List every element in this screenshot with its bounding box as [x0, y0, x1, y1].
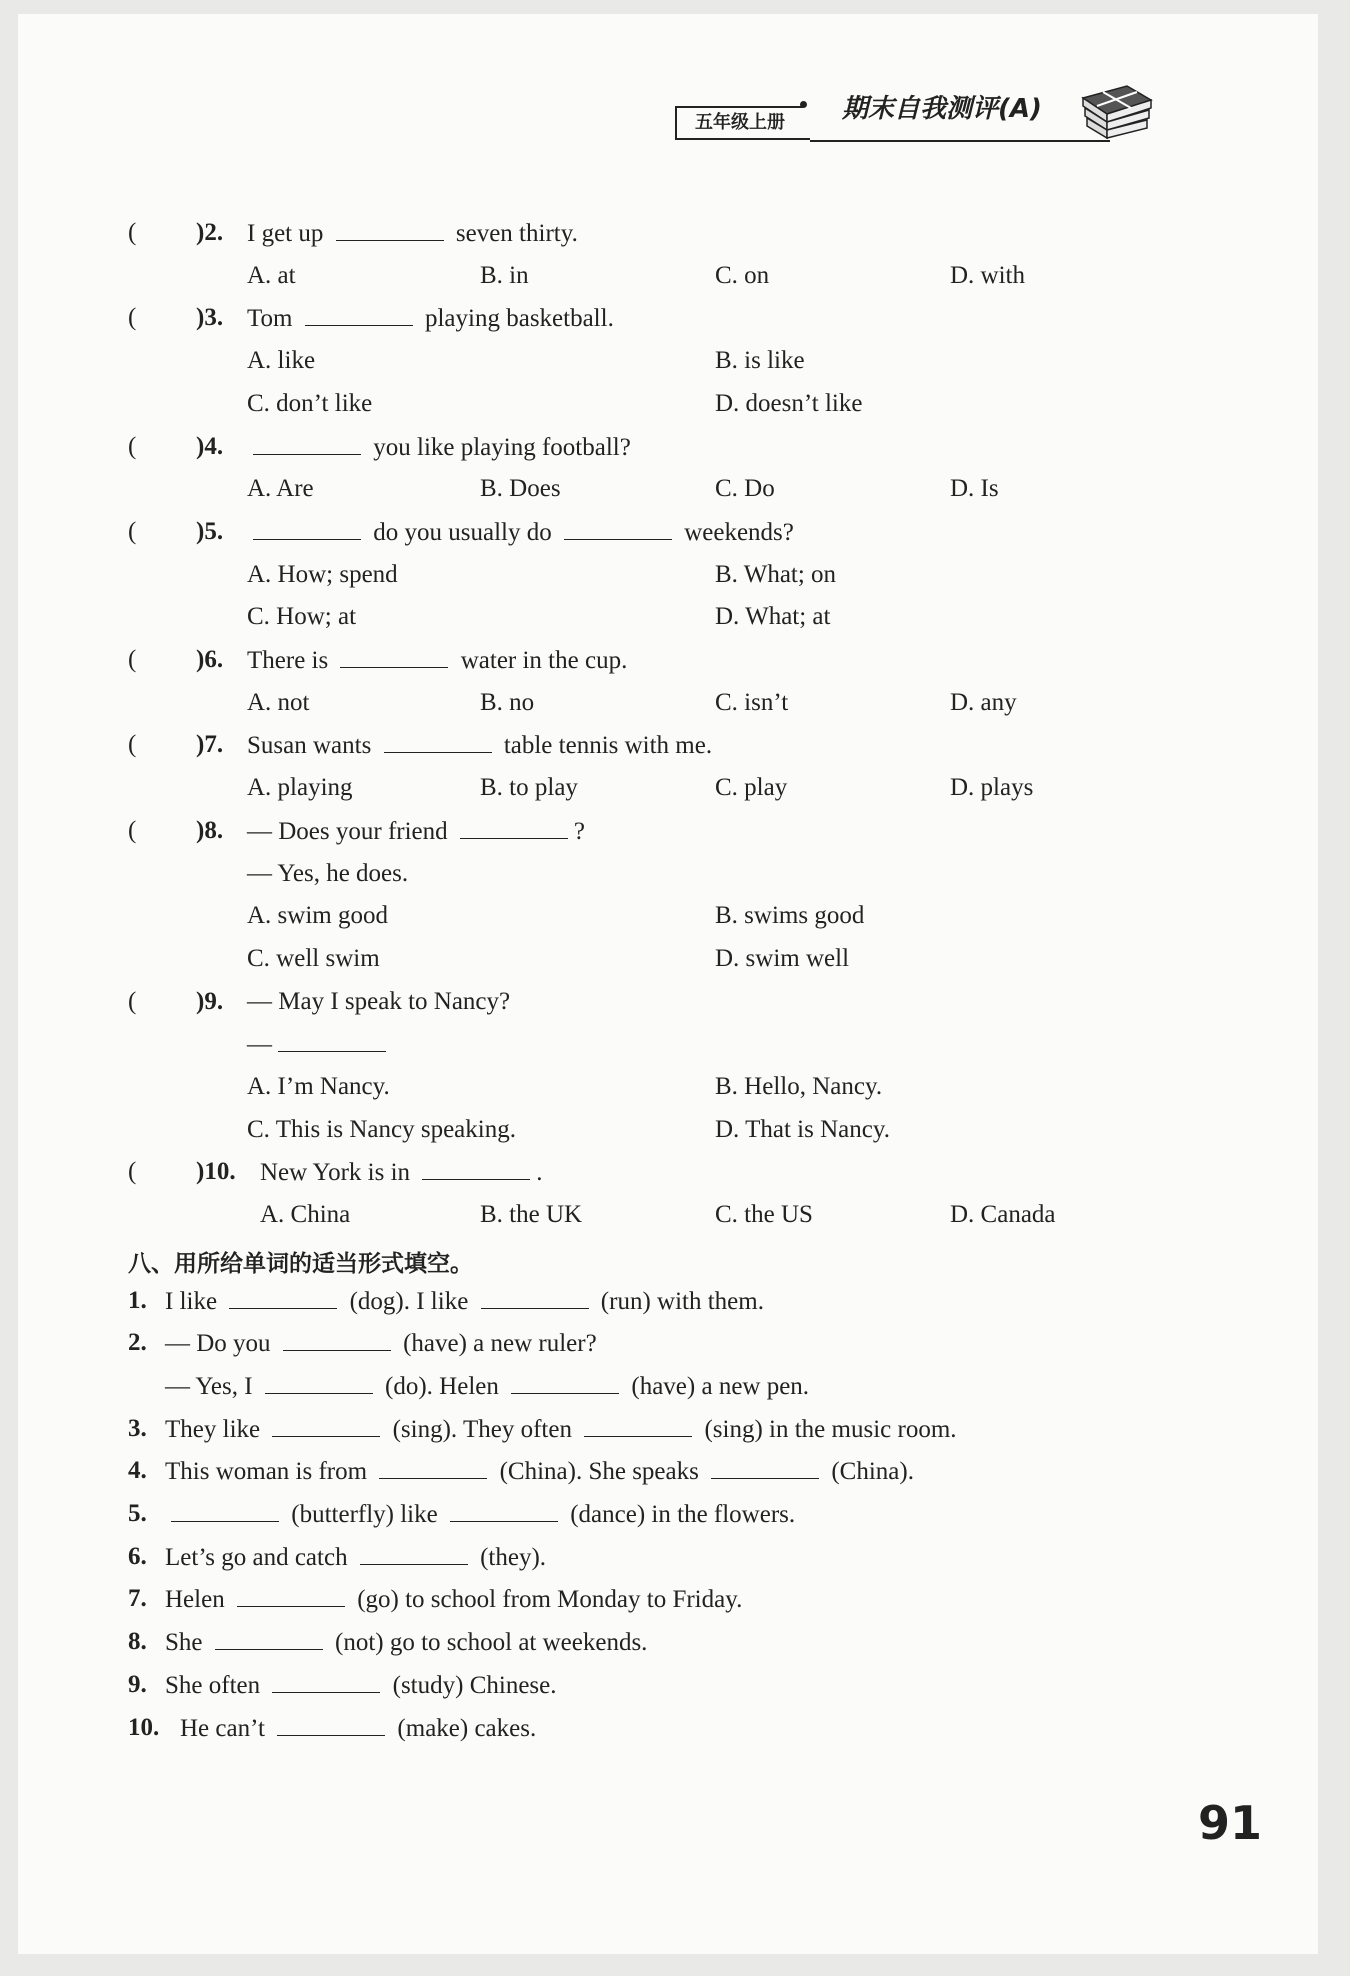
answer-blank[interactable] [253, 517, 361, 540]
option-a: A. like [247, 347, 316, 375]
options-row [0, 560, 1350, 592]
options-row [0, 389, 1350, 421]
question-number: )4. [196, 432, 224, 460]
option-d: D. swim well [715, 944, 850, 972]
option-d: D. Canada [950, 1201, 1056, 1229]
question-9-line2 [0, 1029, 1350, 1061]
option-a: A. at [247, 261, 296, 289]
option-c: C. on [715, 261, 770, 289]
item-number: 10. [128, 1713, 160, 1741]
options-row [0, 1200, 1350, 1232]
question-number: )2. [196, 219, 224, 246]
question-8 [0, 816, 1350, 848]
option-c: C. This is Nancy speaking. [247, 1115, 516, 1143]
answer-paren-open: ( [128, 816, 137, 844]
options-row [0, 901, 1350, 933]
item-text: — Do you (have) a new ruler? [165, 1330, 597, 1358]
option-b: B. no [480, 688, 535, 716]
option-b: B. Does [480, 475, 561, 503]
answer-blank[interactable] [277, 1713, 385, 1736]
fill-item-6. [0, 1542, 1350, 1574]
answer-blank[interactable] [711, 1456, 819, 1479]
answer-blank[interactable] [511, 1371, 619, 1394]
item-text: This woman is from (China). She speaks (China). [165, 1458, 914, 1486]
option-b: B. Hello, Nancy. [715, 1073, 883, 1100]
item-number: 9. [128, 1670, 147, 1698]
question-number: )3. [196, 304, 224, 332]
question-number: )8. [196, 816, 224, 844]
option-b: B. swims good [715, 902, 865, 930]
question-2 [0, 218, 1350, 250]
answer-blank[interactable] [422, 1157, 530, 1180]
option-d: D. with [950, 261, 1025, 289]
section-title: 八、用所给单词的适当形式填空。 [128, 1250, 473, 1277]
answer-blank[interactable] [564, 517, 672, 540]
options-row [0, 602, 1350, 634]
answer-blank[interactable] [379, 1456, 487, 1479]
question-9 [0, 987, 1350, 1019]
item-text: I like (dog). I like (run) with them. [165, 1287, 764, 1315]
answer-blank[interactable] [215, 1627, 323, 1650]
item-number: 1. [128, 1286, 147, 1314]
answer-blank[interactable] [253, 432, 361, 455]
answer-blank[interactable] [584, 1414, 692, 1437]
question-4 [0, 432, 1350, 464]
option-d: D. What; at [715, 603, 831, 631]
question-10 [0, 1157, 1350, 1189]
option-d: D. doesn’t like [715, 389, 863, 417]
answer-blank[interactable] [237, 1584, 345, 1607]
item-text: Let’s go and catch (they). [165, 1543, 547, 1571]
option-d: D. That is Nancy. [715, 1115, 890, 1143]
answer-blank[interactable] [171, 1499, 279, 1522]
option-a: A. How; spend [247, 560, 398, 588]
question-7 [0, 730, 1350, 762]
item-text: He can’t (make) cakes. [180, 1714, 537, 1742]
answer-blank[interactable] [336, 218, 444, 241]
answer-paren-open: ( [128, 646, 137, 673]
fill-item-9. [0, 1670, 1350, 1702]
item-number: 4. [128, 1457, 147, 1485]
option-b: B. is like [715, 347, 805, 375]
fill-item-2. [0, 1328, 1350, 1360]
option-a: A. playing [247, 774, 353, 802]
answer-blank[interactable] [283, 1328, 391, 1351]
option-a: A. Are [247, 475, 314, 503]
item-number: 5. [128, 1500, 147, 1527]
option-c: C. well swim [247, 944, 380, 972]
option-d: D. Is [950, 475, 999, 503]
question-text: There is water in the cup. [247, 647, 628, 674]
options-row [0, 474, 1350, 506]
option-a: A. not [247, 688, 310, 716]
fill-item-4. [0, 1456, 1350, 1488]
answer-blank[interactable] [450, 1499, 558, 1522]
option-c: C. Do [715, 475, 775, 503]
item-number: 8. [128, 1628, 147, 1656]
options-row [0, 346, 1350, 378]
question-8-line2 [0, 859, 1350, 891]
item-number: 7. [128, 1585, 147, 1613]
option-d: D. plays [950, 774, 1034, 802]
option-a: A. swim good [247, 902, 388, 930]
answer-blank[interactable] [360, 1542, 468, 1565]
answer-blank[interactable] [305, 303, 413, 326]
header-title: 期末自我测评(A) [842, 94, 1042, 124]
fill-item-cont [0, 1371, 1350, 1403]
question-number: )7. [196, 731, 224, 759]
options-row [0, 261, 1350, 293]
option-c: C. the US [715, 1201, 813, 1229]
answer-blank[interactable] [481, 1286, 589, 1309]
question-6 [0, 645, 1350, 677]
question-5 [0, 517, 1350, 549]
item-text: — Yes, I (do). Helen (have) a new pen. [165, 1372, 810, 1400]
answer-blank[interactable] [340, 645, 448, 668]
item-text: (butterfly) like (dance) in the flowers. [165, 1499, 795, 1530]
question-text: — Does your friend ? [247, 817, 586, 845]
option-b: B. to play [480, 774, 578, 802]
fill-item-10. [0, 1713, 1350, 1745]
option-a: A. China [260, 1201, 351, 1229]
answer-blank[interactable] [272, 1414, 380, 1437]
options-row [0, 944, 1350, 976]
question-text: do you usually do weekends? [247, 517, 794, 548]
answer-paren-open: ( [128, 517, 137, 545]
question-text: — Yes, he does. [247, 859, 409, 887]
option-b: B. What; on [715, 560, 837, 588]
answer-blank[interactable] [460, 816, 568, 839]
item-number: 6. [128, 1542, 147, 1570]
question-text: — May I speak to Nancy? [247, 987, 511, 1015]
options-row [0, 1072, 1350, 1104]
header-rule-right [810, 140, 1110, 142]
question-number: )5. [196, 517, 224, 545]
answer-paren-open: ( [128, 731, 137, 759]
option-c: C. How; at [247, 603, 357, 631]
fill-item-7. [0, 1584, 1350, 1616]
question-text: you like playing football? [247, 432, 631, 463]
answer-paren-open: ( [128, 219, 137, 246]
answer-paren-open: ( [128, 304, 137, 332]
item-text: They like (sing). They often (sing) in the music room. [165, 1415, 957, 1443]
option-d: D. any [950, 688, 1017, 716]
answer-blank[interactable] [278, 1029, 386, 1052]
answer-paren-open: ( [128, 432, 137, 460]
question-number: )6. [196, 646, 224, 673]
answer-paren-open: ( [128, 1158, 137, 1186]
options-row [0, 773, 1350, 805]
option-c: C. isn’t [715, 688, 789, 716]
fill-item-3. [0, 1414, 1350, 1446]
item-text: Helen (go) to school from Monday to Friday. [165, 1586, 743, 1614]
question-number: )9. [196, 987, 224, 1015]
question-text: New York is in . [260, 1159, 543, 1187]
fill-item-8. [0, 1627, 1350, 1659]
answer-blank[interactable] [384, 730, 492, 753]
options-row [0, 1115, 1350, 1147]
option-b: B. the UK [480, 1201, 583, 1229]
option-c: C. don’t like [247, 389, 373, 417]
item-text: She (not) go to school at weekends. [165, 1629, 648, 1657]
options-row [0, 688, 1350, 720]
books-icon [1075, 78, 1155, 148]
fill-item-1. [0, 1286, 1350, 1318]
question-text: — [247, 1029, 392, 1060]
answer-blank[interactable] [265, 1371, 373, 1394]
answer-paren-open: ( [128, 987, 137, 1015]
header-grade: 五年级上册 [675, 106, 810, 140]
answer-blank[interactable] [272, 1670, 380, 1693]
question-text: I get up seven thirty. [247, 220, 578, 247]
option-a: A. I’m Nancy. [247, 1073, 390, 1100]
item-number: 3. [128, 1414, 147, 1442]
option-c: C. play [715, 774, 788, 802]
item-text: She often (study) Chinese. [165, 1671, 557, 1699]
question-3 [0, 303, 1350, 335]
fill-item-5. [0, 1499, 1350, 1531]
answer-blank[interactable] [229, 1286, 337, 1309]
page-number: 91 [1198, 1796, 1263, 1850]
item-number: 2. [128, 1329, 147, 1357]
question-number: )10. [196, 1158, 236, 1186]
question-text: Tom playing basketball. [247, 305, 614, 333]
option-b: B. in [480, 261, 529, 289]
question-text: Susan wants table tennis with me. [247, 732, 713, 760]
